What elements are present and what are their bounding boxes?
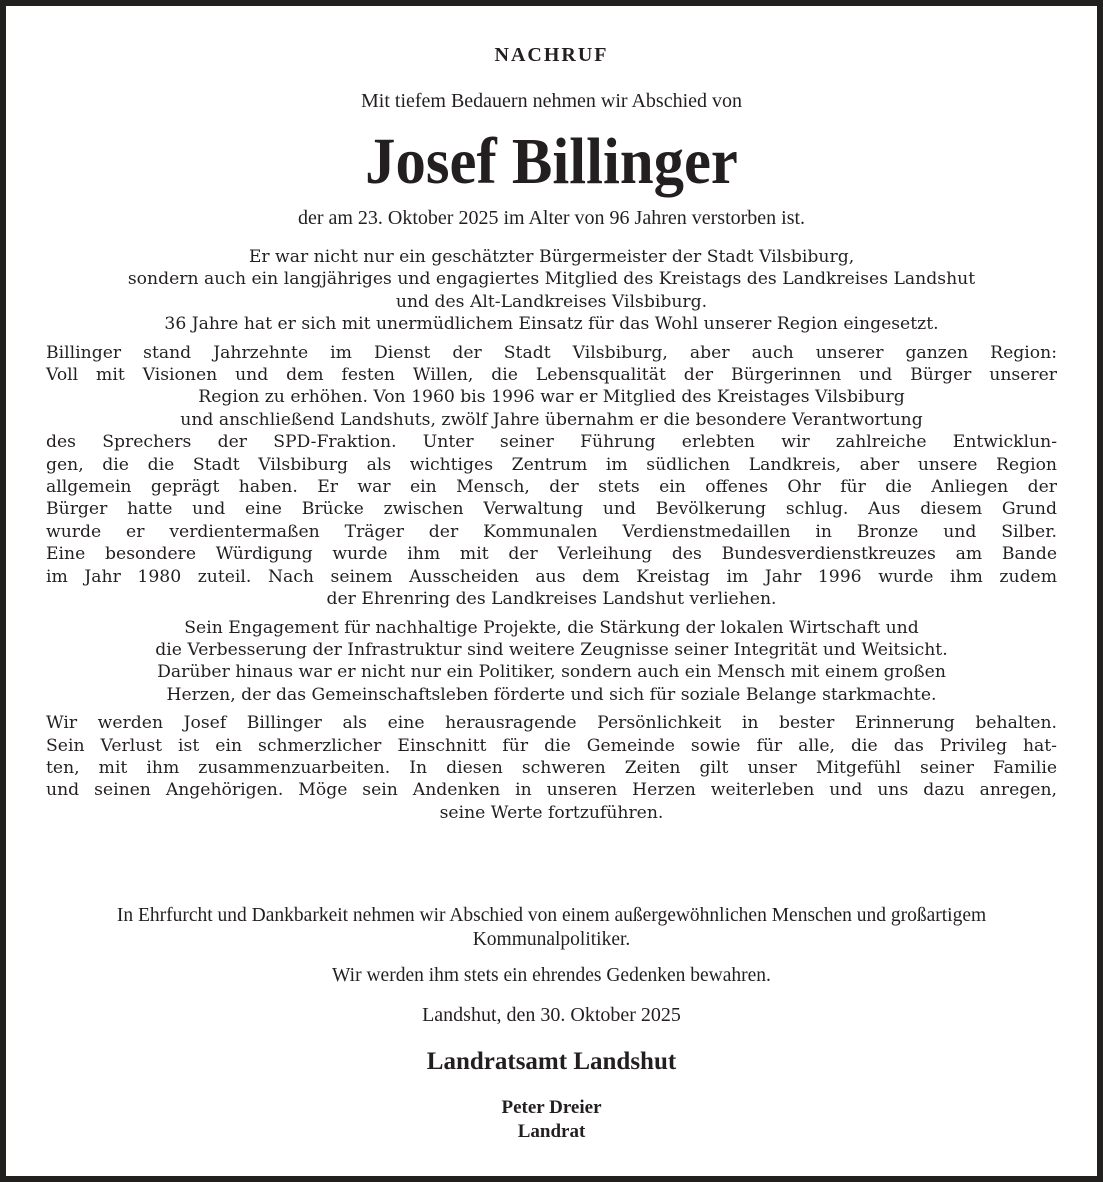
closing-memory: Wir werden ihm stets ein ehrendes Gedenken bewahren. (332, 965, 771, 986)
paragraph-engagement (46, 617, 1057, 707)
text-line: Eine besondere Würdigung wurde ihm mit der Verleihung des Bundesverdienstkreuzes am Bande (46, 544, 1057, 565)
text-line: Region zu erhöhen. Von 1960 bis 1996 war er Mitglied des Kreistages Vilsbiburg (198, 387, 905, 408)
text-line: Sein Verlust ist ein schmerzlicher Einschnitt für die Gemeinde sowie für alle, die das Privileg hat- (46, 735, 1057, 756)
death-line: der am 23. Oktober 2025 im Alter von 96 Jahren verstorben ist. (297, 207, 806, 229)
signer-name: Peter Dreier (501, 1097, 602, 1118)
text-line: und anschließend Landshuts, zwölf Jahre übernahm er die besondere Verantwortung (180, 409, 923, 430)
text-line: sondern auch ein langjähriges und engagiertes Mitglied des Kreistags des Landkreises Landshut (127, 269, 976, 290)
text-line: ten, mit ihm zusammenzuarbeiten. In diesen schweren Zeiten gilt unser Mitgefühl seiner Familie (46, 757, 1057, 778)
text-line: Herzen, der das Gemeinschaftsleben förderte und sich für soziale Belange starkmachte. (166, 684, 937, 705)
text-line: Wir werden Josef Billinger als eine herausragende Persönlichkeit in bester Erinnerung behalten. (46, 713, 1057, 734)
text-line: Voll mit Visionen und dem festen Willen, die Lebensqualität der Bürgerinnen und Bürger unserer (46, 365, 1057, 386)
paragraph-career (46, 246, 1057, 336)
text-line: seine Werte fortzuführen. (439, 802, 664, 823)
text-line: des Sprechers der SPD-Fraktion. Unter seiner Führung erlebten wir zahlreiche Entwicklun- (46, 432, 1057, 453)
text-line: gen, die die Stadt Vilsbiburg als wichtiges Zentrum im südlichen Landkreis, aber unsere Region (46, 454, 1057, 475)
closing-farewell: In Ehrfurcht und Dankbarkeit nehmen wir Abschied von einem außergewöhnlichen Menschen und großartigem Kommunalpolitiker. (116, 905, 987, 950)
paragraph-service (46, 342, 1057, 611)
notice-kicker: NACHRUF (494, 44, 609, 66)
text-line: 36 Jahre hat er sich mit unermüdlichem Einsatz für das Wohl unserer Region eingesetzt. (164, 314, 939, 335)
organization-name: Landratsamt Landshut (426, 1048, 677, 1075)
signer-title: Landrat (517, 1121, 586, 1142)
place-date: Landshut, den 30. Oktober 2025 (422, 1004, 681, 1026)
obituary-body (46, 246, 1057, 830)
text-line: Darüber hinaus war er nicht nur ein Politiker, sondern auch ein Mensch mit einem großen (157, 662, 946, 683)
text-line: im Jahr 1980 zuteil. Nach seinem Ausscheiden aus dem Kreistag im Jahr 1996 wurde ihm zudem (46, 566, 1057, 587)
text-line: die Verbesserung der Infrastruktur sind weitere Zeugnisse seiner Integrität und Weitsicht. (155, 639, 948, 660)
signature-block (46, 1096, 1057, 1144)
text-line: und des Alt-Landkreises Vilsbiburg. (395, 291, 708, 312)
text-line: allgemein geprägt haben. Er war ein Mensch, der stets ein offenes Ohr für die Anliegen der (46, 477, 1057, 498)
text-line: wurde er verdientermaßen Träger der Kommunalen Verdienstmedaillen in Bronze und Silber. (46, 521, 1057, 542)
text-line: der Ehrenring des Landkreises Landshut verliehen. (326, 589, 777, 610)
text-line: und seinen Angehörigen. Möge sein Andenken in unseren Herzen weiterleben und uns dazu anregen, (46, 780, 1057, 801)
text-line: Sein Engagement für nachhaltige Projekte, die Stärkung der lokalen Wirtschaft und (184, 617, 919, 638)
deceased-name: Josef Billinger (365, 125, 738, 198)
text-line: Er war nicht nur ein geschätzter Bürgermeister der Stadt Vilsbiburg, (248, 247, 855, 267)
intro-line: Mit tiefem Bedauern nehmen wir Abschied von (360, 90, 742, 112)
closing-section (46, 904, 1057, 1000)
paragraph-remembrance (46, 712, 1057, 824)
text-line: Bürger hatte und eine Brücke zwischen Verwaltung und Bevölkerung schlug. Aus diesem Grund (46, 499, 1057, 520)
text-line: Billinger stand Jahrzehnte im Dienst der Stadt Vilsbiburg, aber auch unserer ganzen Region: (46, 342, 1057, 363)
